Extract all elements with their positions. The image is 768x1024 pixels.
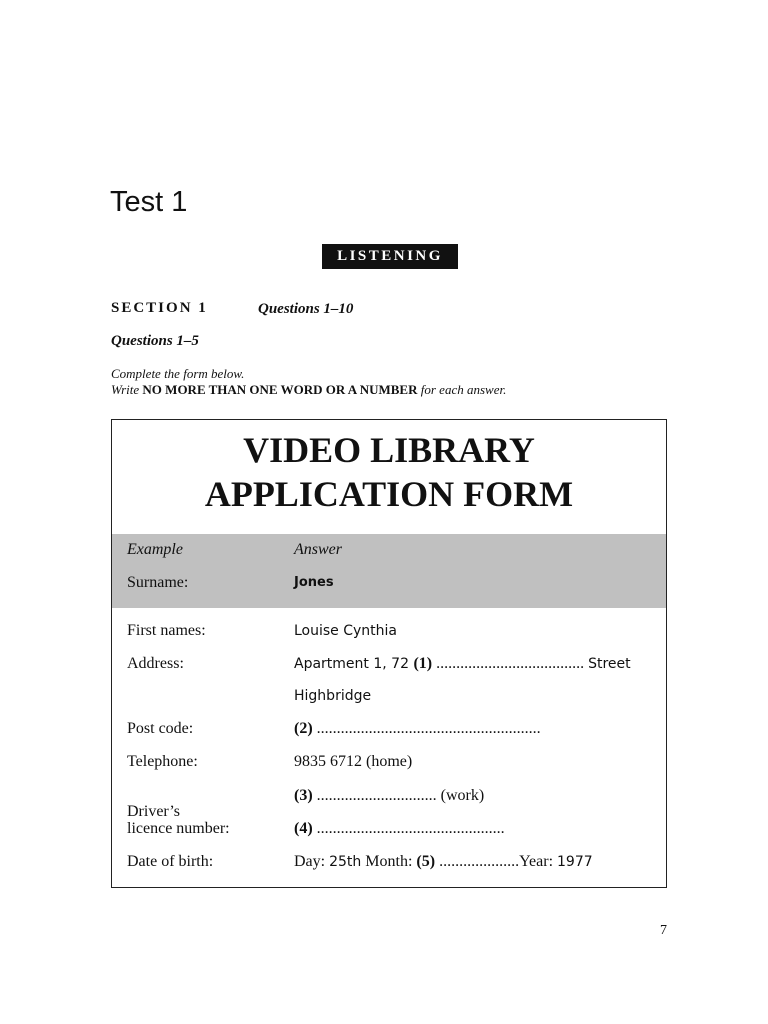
dob-year-label: Year:	[519, 853, 558, 870]
page-number: 7	[660, 923, 667, 938]
licence-label	[127, 803, 230, 837]
instruction-prefix: Write	[111, 382, 143, 397]
telephone-work-row	[294, 787, 484, 805]
first-names-value: Louise Cynthia	[294, 623, 398, 639]
telephone-home: 9835 6712 (home)	[294, 753, 413, 770]
licence-label-line-1: Driver’s	[127, 803, 181, 820]
address-prefix: Apartment 1, 72	[294, 656, 414, 672]
licence-row	[294, 820, 505, 838]
dob-day-value: 25th	[329, 854, 362, 870]
telephone-work-label: (work)	[440, 787, 485, 804]
q4-answer-blank[interactable]: ...............................................	[312, 820, 505, 837]
dob-month-label: Month:	[361, 853, 417, 870]
surname-label: Surname:	[127, 574, 189, 591]
licence-label-line-2: licence number:	[127, 820, 230, 837]
dob-year-value: 1977	[557, 854, 593, 870]
q2-answer-blank[interactable]: ........................................................	[312, 720, 541, 737]
example-band	[112, 534, 666, 608]
telephone-label: Telephone:	[127, 753, 198, 770]
section-questions: Questions 1–10	[258, 301, 354, 317]
test-title: Test 1	[110, 186, 188, 218]
surname-answer: Jones	[294, 575, 334, 590]
form-title-line-2: APPLICATION FORM	[204, 474, 574, 514]
instruction-line-1: Complete the form below.	[111, 366, 245, 381]
q5-number: (5)	[416, 853, 436, 870]
q5-answer-blank[interactable]: ....................	[435, 853, 520, 870]
dob-row	[294, 853, 593, 871]
answer-header: Answer	[294, 541, 342, 558]
dob-day-label: Day:	[294, 853, 330, 870]
q4-number: (4)	[294, 820, 313, 837]
post-code-row	[294, 720, 541, 738]
form-title	[112, 428, 666, 516]
example-header: Example	[127, 541, 183, 558]
first-names-label: First names:	[127, 622, 206, 639]
q2-number: (2)	[294, 720, 313, 737]
q3-number: (3)	[294, 787, 313, 804]
sub-questions: Questions 1–5	[111, 333, 199, 349]
post-code-label: Post code:	[127, 720, 194, 737]
instruction-suffix: for each answer.	[417, 382, 507, 397]
listening-badge: LISTENING	[322, 244, 458, 269]
q1-answer-blank[interactable]: .....................................	[432, 655, 589, 672]
address-street: Street	[588, 656, 631, 672]
address-line-2: Highbridge	[294, 688, 372, 704]
instruction-line-2	[111, 382, 506, 398]
q3-answer-blank[interactable]: ..............................	[312, 787, 441, 804]
q1-number: (1)	[413, 655, 433, 672]
form-title-line-1: VIDEO LIBRARY	[243, 430, 535, 470]
section-label: SECTION 1	[111, 300, 208, 316]
instruction-bold: NO MORE THAN ONE WORD OR A NUMBER	[142, 382, 418, 397]
address-line-1	[294, 655, 631, 673]
address-label: Address:	[127, 655, 184, 672]
application-form	[111, 419, 667, 888]
dob-label: Date of birth:	[127, 853, 214, 870]
